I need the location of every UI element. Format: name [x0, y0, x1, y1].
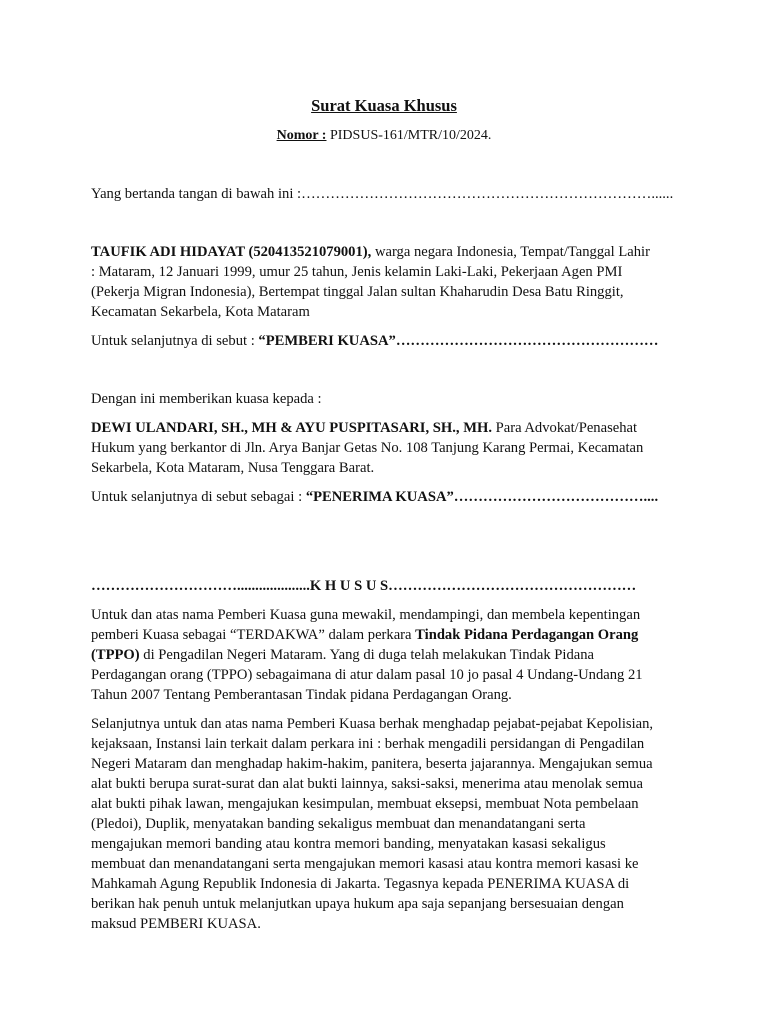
- para1-line-1: Untuk dan atas nama Pemberi Kuasa guna mewakil, mendampingi, dan membela kepentingan: [91, 607, 641, 623]
- para2-line: mengajukan memori banding atau kontra memori banding, menyatakan kasasi sekaligus: [91, 836, 606, 852]
- nomor-label: Nomor :: [276, 128, 327, 143]
- document-title: Surat Kuasa Khusus: [311, 96, 457, 115]
- document-number: [0, 126, 768, 146]
- para2-line: berikan hak penuh untuk melanjutkan upaya hukum apa saja sepanjang bersesuaian dengan: [91, 896, 624, 912]
- pemberi-line-3: (Pekerja Migran Indonesia), Bertempat tinggal Jalan sultan Khaharudin Desa Batu Ringgit,: [91, 284, 624, 300]
- penerima-sebut-value: “PENERIMA KUASA”…………………………………....: [305, 489, 659, 505]
- penerima-name: DEWI ULANDARI, SH., MH & AYU PUSPITASARI, SH., MH.: [91, 420, 492, 436]
- para2-line: kejaksaan, Instansi lain terkait dalam perkara ini : berhak mengadili persidangan di Pengadilan: [91, 736, 645, 752]
- pemberi-sebut-prefix: Untuk selanjutnya di sebut :: [91, 333, 259, 349]
- para2-line: alat bukti berupa surat-surat dan alat bukti lainnya, saksi-saksi, menerima atau menolak semua: [91, 776, 643, 792]
- memberikan-line: Dengan ini memberikan kuasa kepada :: [91, 391, 322, 407]
- para1-line-3: [91, 646, 683, 666]
- penerima-line-1-rest: Para Advokat/Penasehat: [491, 420, 638, 436]
- penerima-line-2: Hukum yang berkantor di Jln. Arya Banjar Getas No. 108 Tanjung Karang Permai, Kecamatan: [91, 440, 644, 456]
- pemberi-name: TAUFIK ADI HIDAYAT (520413521079001),: [91, 244, 372, 260]
- para2-line: Selanjutnya untuk dan atas nama Pemberi Kuasa berhak menghadap pejabat-pejabat Kepolisian,: [91, 716, 654, 732]
- para1-line-2: [91, 626, 683, 646]
- intro-line: Yang bertanda tangan di bawah ini :………………………………………………………………......: [91, 186, 674, 202]
- khusus-heading: …………………………....................K H U S U S……………………………………………: [91, 578, 637, 594]
- pemberi-line-4: Kecamatan Sekarbela, Kota Mataram: [91, 304, 310, 320]
- penerima-sebut-line: [91, 488, 683, 508]
- para2-line: alat bukti pihak lawan, mengajukan kesimpulan, membuat eksepsi, membuat Nota pembelaan: [91, 796, 639, 812]
- para1-case-name: Tindak Pidana Perdagangan Orang: [415, 627, 639, 643]
- para1-tppo: (TPPO): [91, 647, 140, 663]
- penerima-sebut-prefix: Untuk selanjutnya di sebut sebagai :: [91, 489, 306, 505]
- pemberi-line-1: [91, 243, 683, 263]
- para1-line-4: Perdagangan orang (TPPO) sebagaimana di atur dalam pasal 10 jo pasal 4 Undang-Undang 21: [91, 667, 643, 683]
- pemberi-line-1-rest: warga negara Indonesia, Tempat/Tanggal Lahir: [371, 244, 650, 260]
- penerima-line-3: Sekarbela, Kota Mataram, Nusa Tenggara Barat.: [91, 460, 375, 476]
- pemberi-sebut-value: “PEMBERI KUASA”………………………………………………: [258, 333, 659, 349]
- pemberi-line-2: : Mataram, 12 Januari 1999, umur 25 tahun, Jenis kelamin Laki-Laki, Pekerjaan Agen PMI: [91, 264, 623, 280]
- nomor-value: PIDSUS-161/MTR/10/2024.: [326, 128, 492, 143]
- para1-line-5: Tahun 2007 Tentang Pemberantasan Tindak pidana Perdagangan Orang.: [91, 687, 512, 703]
- para1-line-3-b: di Pengadilan Negeri Mataram. Yang di duga telah melakukan Tindak Pidana: [139, 647, 594, 663]
- pemberi-sebut-line: [91, 332, 683, 352]
- para2-line: maksud PEMBERI KUASA.: [91, 916, 261, 932]
- para2-line: (Pledoi), Duplik, menyatakan banding sekaligus membuat dan menandatangani serta: [91, 816, 586, 832]
- para2-line: membuat dan menandatangani serta mengajukan memori kasasi atau kontra memori kasasi ke: [91, 856, 639, 872]
- para2-line: Mahkamah Agung Republik Indonesia di Jakarta. Tegasnya kepada PENERIMA KUASA di: [91, 876, 630, 892]
- para1-line-2-a: pemberi Kuasa sebagai “TERDAKWA” dalam perkara: [91, 627, 416, 643]
- para2-line: Negeri Mataram dan menghadap hakim-hakim, panitera, beserta jajarannya. Mengajukan semua: [91, 756, 653, 772]
- penerima-line-1: [91, 419, 683, 439]
